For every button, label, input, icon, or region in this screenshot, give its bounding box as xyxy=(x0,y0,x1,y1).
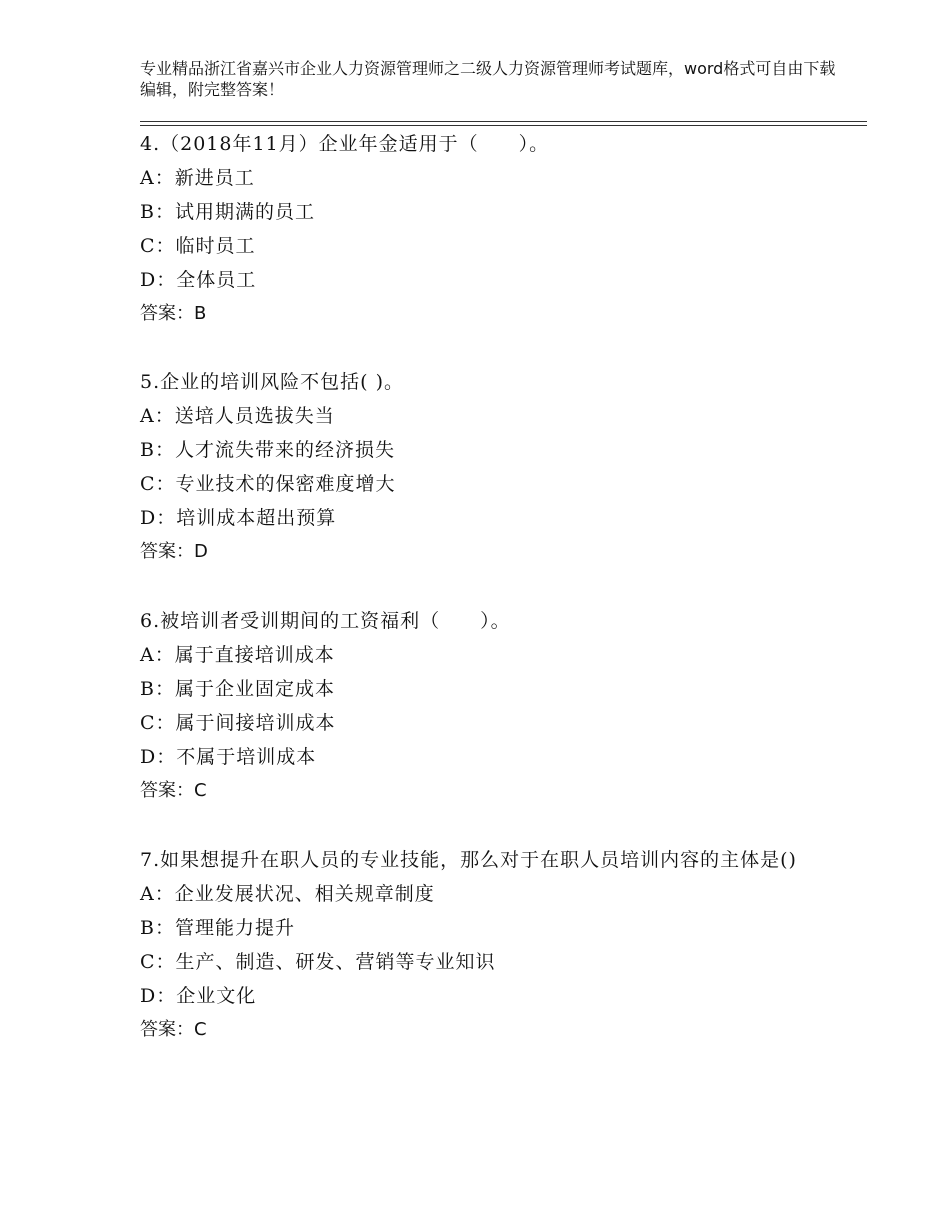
option-d: D：企业文化 xyxy=(140,985,257,1007)
option-c: C：专业技术的保密难度增大 xyxy=(140,473,396,495)
option-d: D：不属于培训成本 xyxy=(140,746,317,768)
answer-label: 答案：D xyxy=(140,541,208,562)
question-stem: 7.如果想提升在职人员的专业技能，那么对于在职人员培训内容的主体是() xyxy=(140,849,797,871)
option-b: B：人才流失带来的经济损失 xyxy=(140,439,395,461)
option-a: A：企业发展状况、相关规章制度 xyxy=(140,883,435,905)
option-a: A：新进员工 xyxy=(140,167,255,189)
option-c: C：临时员工 xyxy=(140,235,256,257)
answer-label: 答案：C xyxy=(140,780,207,801)
document-header: 专业精品浙江省嘉兴市企业人力资源管理师之二级人力资源管理师考试题库，word格式可自由下载编辑，附完整答案！ xyxy=(140,59,836,99)
option-b: B：属于企业固定成本 xyxy=(140,678,335,700)
option-c: C：属于间接培训成本 xyxy=(140,712,336,734)
option-c: C：生产、制造、研发、营销等专业知识 xyxy=(140,951,496,973)
option-a: A：属于直接培训成本 xyxy=(140,644,335,666)
question-stem: 4.（2018年11月）企业年金适用于（ ）。 xyxy=(140,133,550,155)
question-6 xyxy=(140,604,820,808)
header-divider-top xyxy=(140,121,867,122)
option-b: B：管理能力提升 xyxy=(140,917,295,939)
question-4 xyxy=(140,127,820,331)
answer-label: 答案：B xyxy=(140,303,207,324)
question-5 xyxy=(140,365,820,569)
option-b: B：试用期满的员工 xyxy=(140,201,315,223)
option-d: D：培训成本超出预算 xyxy=(140,507,337,529)
option-d: D：全体员工 xyxy=(140,269,257,291)
header-divider-bottom xyxy=(140,125,867,126)
option-a: A：送培人员选拔失当 xyxy=(140,405,335,427)
question-7 xyxy=(140,843,820,1047)
question-stem: 6.被培训者受训期间的工资福利（ ）。 xyxy=(140,610,511,632)
answer-label: 答案：C xyxy=(140,1019,207,1040)
question-stem: 5.企业的培训风险不包括( )。 xyxy=(140,371,404,393)
